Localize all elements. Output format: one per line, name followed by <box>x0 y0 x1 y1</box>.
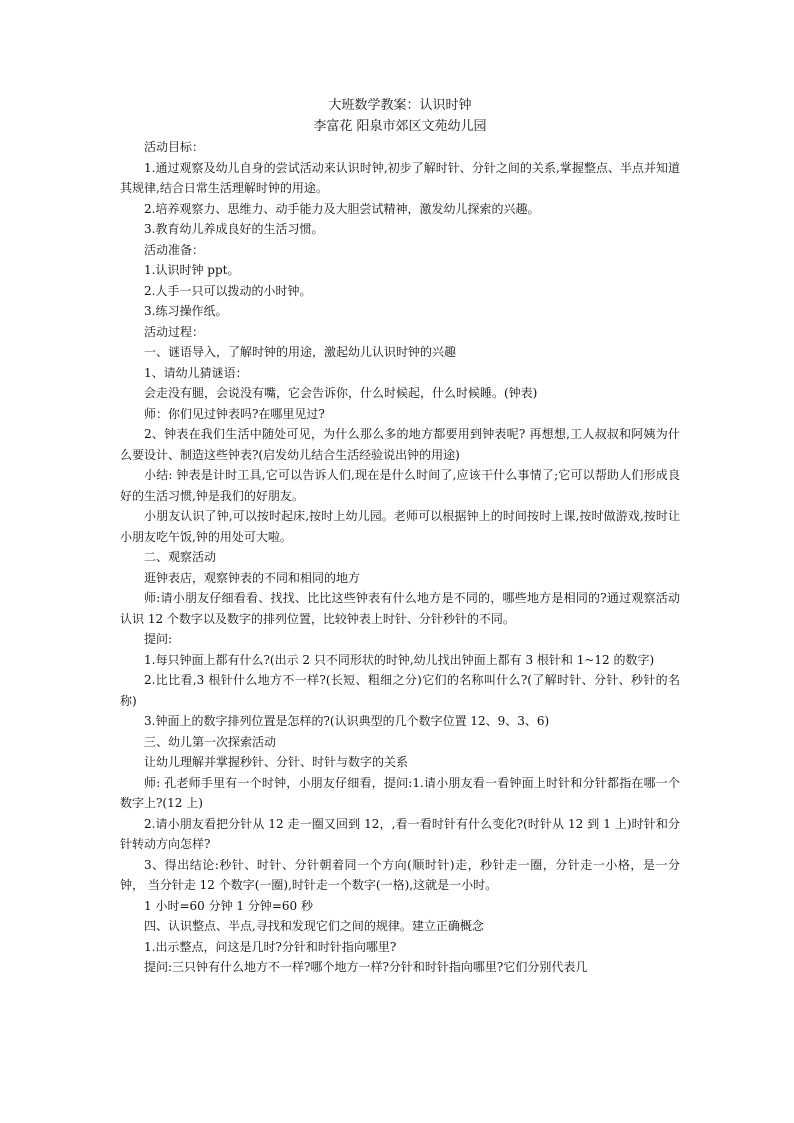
paragraph: 小结: 钟表是计时工具,它可以告诉人们,现在是什么时间了,应该干什么事情了;它可以帮助人们形成良好的生活习惯,钟是我们的好朋友。 <box>120 468 680 503</box>
paragraph: 2.培养观察力、思维力、动手能力及大胆尝试精神，激发幼儿探索的兴趣。 <box>144 201 540 216</box>
paragraph: 1.每只钟面上都有什么?(出示 2 只不同形状的时钟,幼儿找出钟面上都有 3 根针和 1~12 的数字) <box>144 652 655 667</box>
paragraph: 会走没有腿，会说没有嘴，它会告诉你，什么时候起，什么时候睡。(钟表) <box>144 386 538 400</box>
paragraph: 让幼儿理解并掌握秒针、分针、时针与数字的关系 <box>144 755 409 769</box>
paragraph: 1.通过观察及幼儿自身的尝试活动来认识时钟,初步了解时针、分针之间的关系,掌握整点、半点并知道其规律,结合日常生活理解时钟的用途。 <box>120 160 680 195</box>
paragraph: 1 小时=60 分钟 1 分钟=60 秒 <box>144 898 313 913</box>
paragraph: 2.请小朋友看把分针从 12 走一圈又回到 12，,看一看时针有什么变化?(时针从 12 到 1 上)时针和分针转动方向怎样? <box>120 816 680 851</box>
paragraph: 二、观察活动 <box>144 550 217 564</box>
paragraph: 提问: <box>144 632 173 646</box>
paragraph: 逛钟表店，观察钟表的不同和相同的地方 <box>144 570 361 585</box>
document-title: 大班数学教案：认识时钟 <box>328 98 472 113</box>
paragraph: 2、钟表在我们生活中随处可见，为什么那么多的地方都要用到钟表呢? 再想想,工人叔叔和阿姨为什么要设计、制造这些钟表?(启发幼儿结合生活经验说出钟的用途) <box>120 427 680 462</box>
paragraph: 活动目标： <box>144 140 205 154</box>
paragraph: 2.比比看,3 根针什么地方不一样?(长短、粗细之分)它们的名称叫什么?(了解时针、分针、秒针的名称) <box>120 673 680 708</box>
paragraph: 1.认识时钟 ppt。 <box>144 263 240 277</box>
document-page <box>120 95 680 978</box>
paragraph: 提问:三只钟有什么地方不一样?哪个地方一样?分针和时针指向哪里?它们分别代表几 <box>144 960 588 974</box>
paragraph: 活动过程： <box>144 324 205 339</box>
paragraph: 师: 孔老师手里有一个时钟，小朋友仔细看，提问:1.请小朋友看一看钟面上时针和分针都指在哪一个数字上?(12 上) <box>120 775 680 810</box>
paragraph: 三、幼儿第一次探索活动 <box>144 734 277 749</box>
paragraph: 3.钟面上的数字排列位置是怎样的?(认识典型的几个数字位置 12、9、3、6) <box>144 714 550 728</box>
paragraph: 活动准备： <box>144 242 205 257</box>
paragraph: 3.教育幼儿养成良好的生活习惯。 <box>144 222 324 236</box>
paragraph: 师:请小朋友仔细看看、找找、比比这些钟表有什么地方是不同的，哪些地方是相同的?通过观察活动认识 12 个数字以及数字的排列位置，比较钟表上时针、分针秒针的不同。 <box>120 591 680 626</box>
paragraph: 师：你们见过钟表吗?在哪里见过? <box>144 406 325 421</box>
paragraph: 1、请幼儿猜谜语： <box>144 365 248 380</box>
paragraph: 1.出示整点，问这是几时?分针和时针指向哪里? <box>144 939 397 954</box>
paragraph: 3、得出结论:秒针、时针、分针朝着同一个方向(顺时针)走，秒针走一圈，分针走一小格，是一分钟， 当分针走 12 个数字(一圈),时针走一个数字(一格),这就是一小时。 <box>120 857 680 892</box>
document-author: 李富花 阳泉市郊区文苑幼儿园 <box>313 119 487 134</box>
paragraph: 一、谜语导入，了解时钟的用途，激起幼儿认识时钟的兴趣 <box>144 345 457 359</box>
paragraph: 小朋友认识了钟,可以按时起床,按时上幼儿园。老师可以根据钟上的时间按时上课,按时做游戏,按时让小朋友吃午饭,钟的用处可大啦。 <box>120 509 680 544</box>
document-body <box>120 137 680 978</box>
paragraph: 四、认识整点、半点,寻找和发现它们之间的规律。建立正确概念 <box>144 919 484 933</box>
paragraph: 2.人手一只可以拨动的小时钟。 <box>144 283 312 298</box>
paragraph: 3.练习操作纸。 <box>144 304 228 318</box>
